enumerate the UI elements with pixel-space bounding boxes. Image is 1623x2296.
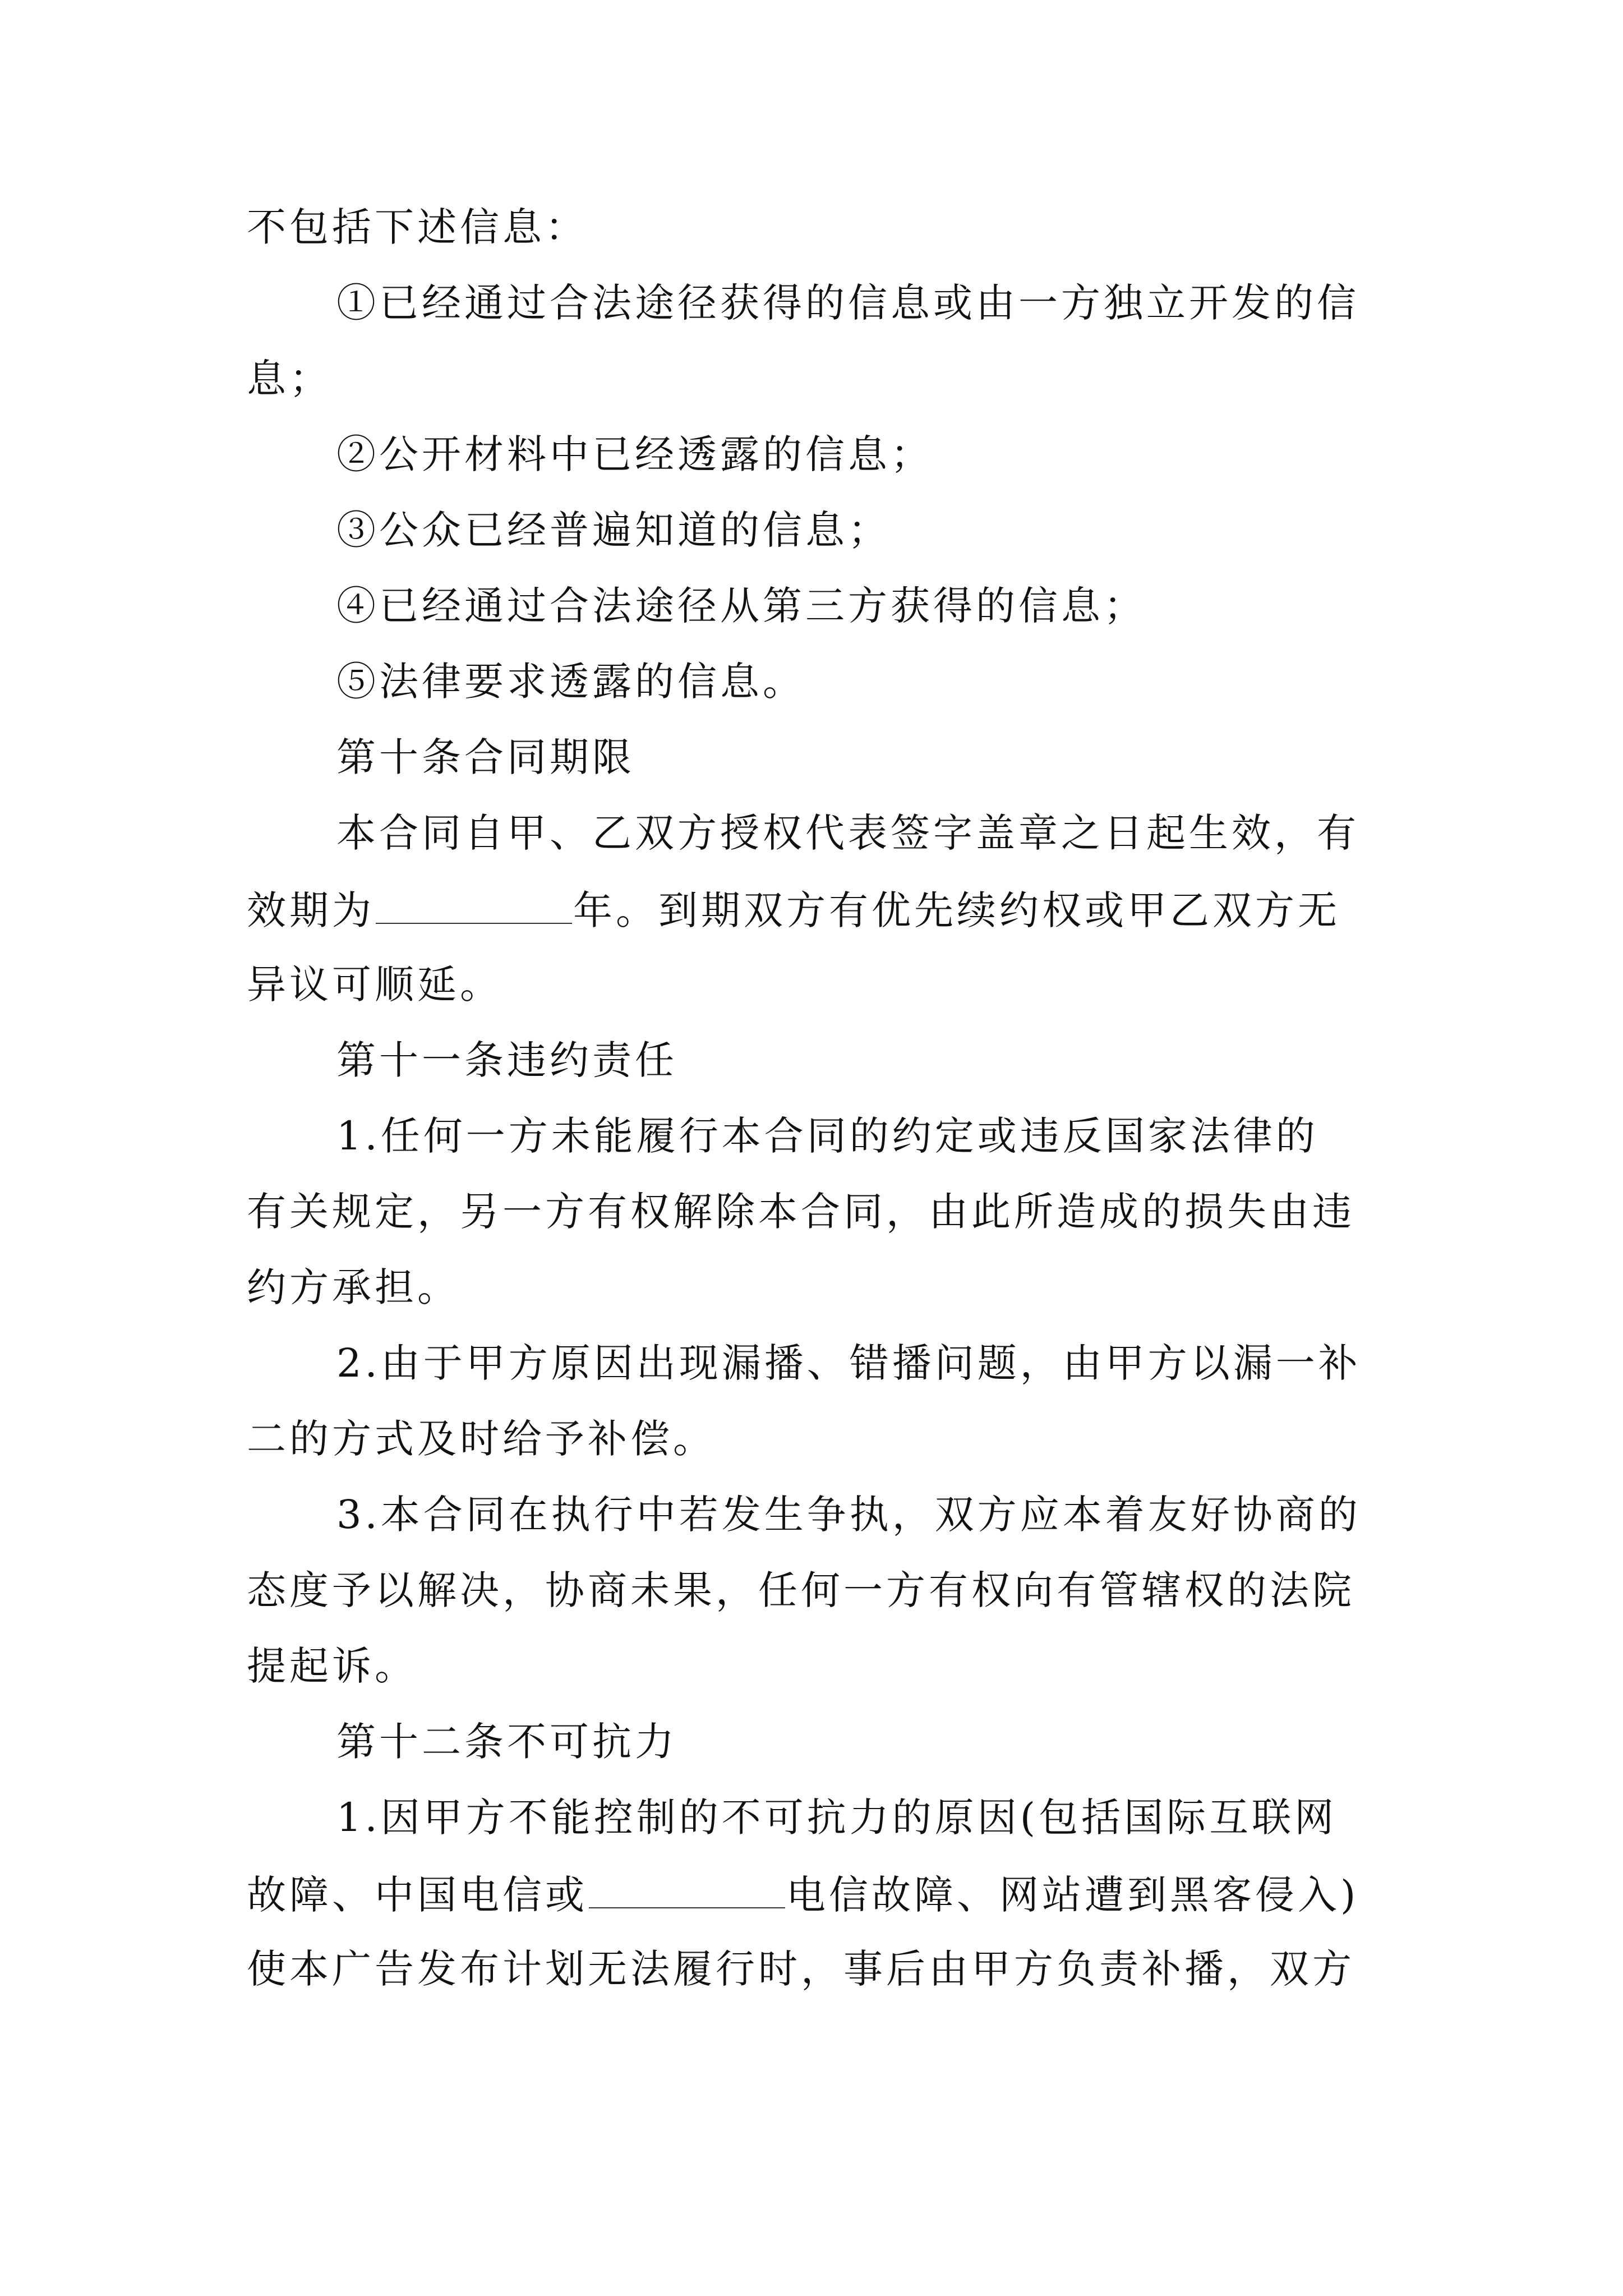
list-item-2: [336, 429, 933, 480]
line-text: 3.本合同在执行中若发生争执，双方应本着友好协商的: [336, 1492, 1361, 1538]
line-text: 不包括下述信息：: [247, 204, 588, 250]
list-item-1-continued: [247, 353, 332, 404]
paragraph-line: [247, 1565, 1355, 1616]
line-text: 二的方式及时给予补偿。: [247, 1416, 716, 1462]
line-text: ③公众已经普遍知道的信息；: [336, 507, 891, 553]
line-text: 电信故障、网站遭到黑客侵入): [786, 1872, 1359, 1918]
paragraph-line: [247, 1641, 417, 1691]
paragraph-line: [247, 1944, 1355, 1994]
line-text: ①已经通过合法途径获得的信息或由一方独立开发的信: [336, 280, 1359, 326]
fill-in-blank: [376, 884, 572, 924]
clause-1: [336, 1111, 1318, 1161]
paragraph-line: [247, 959, 502, 1010]
clause-3: [336, 1489, 1361, 1540]
paragraph-line: [336, 808, 1359, 858]
line-text: 年。到期双方有优先续约权或甲乙双方无: [573, 887, 1340, 933]
clause-1: [336, 1792, 1337, 1843]
section-heading-article-11: [336, 1035, 677, 1085]
heading-text: 第十一条违约责任: [336, 1037, 677, 1083]
list-item-3: [336, 505, 891, 555]
line-text: 效期为: [247, 887, 375, 933]
line-text: ⑤法律要求透露的信息。: [336, 659, 805, 705]
paragraph-line: [247, 1414, 716, 1464]
heading-text: 第十二条不可抗力: [336, 1719, 677, 1765]
list-item-4: [336, 581, 1146, 631]
line-text: ②公开材料中已经透露的信息；: [336, 431, 933, 477]
line-text: 有关规定，另一方有权解除本合同，由此所造成的损失由违: [247, 1189, 1355, 1235]
line-text: 提起诉。: [247, 1643, 417, 1689]
line-text: 使本广告发布计划无法履行时，事后由甲方负责补播，双方: [247, 1946, 1355, 1992]
fill-in-blank: [589, 1868, 785, 1908]
line-text: ④已经通过合法途径从第三方获得的信息；: [336, 583, 1146, 629]
clause-2: [336, 1338, 1361, 1388]
line-text: 约方承担。: [247, 1264, 460, 1310]
line-text: 态度予以解决，协商未果，任何一方有权向有管辖权的法院: [247, 1567, 1355, 1613]
line-text: 故障、中国电信或: [247, 1872, 588, 1918]
line-text: 异议可顺延。: [247, 961, 502, 1007]
paragraph-line: [247, 1186, 1355, 1237]
line-text: 2.由于甲方原因出现漏播、错播问题，由甲方以漏一补: [336, 1340, 1361, 1386]
list-item-5: [336, 656, 805, 707]
line-text: 息；: [247, 356, 332, 402]
heading-text: 第十条合同期限: [336, 734, 635, 780]
paragraph-line: [247, 202, 588, 252]
section-heading-article-10: [336, 732, 635, 783]
paragraph-line: [247, 1868, 1359, 1920]
line-text: 本合同自甲、乙双方授权代表签字盖章之日起生效，有: [336, 810, 1359, 856]
paragraph-line: [247, 884, 1340, 936]
list-item-1: [336, 278, 1359, 328]
section-heading-article-12: [336, 1717, 677, 1767]
line-text: 1.因甲方不能控制的不可抗力的原因(包括国际互联网: [336, 1795, 1338, 1841]
paragraph-line: [247, 1262, 460, 1313]
line-text: 1.任何一方未能履行本合同的约定或违反国家法律的: [336, 1113, 1318, 1159]
